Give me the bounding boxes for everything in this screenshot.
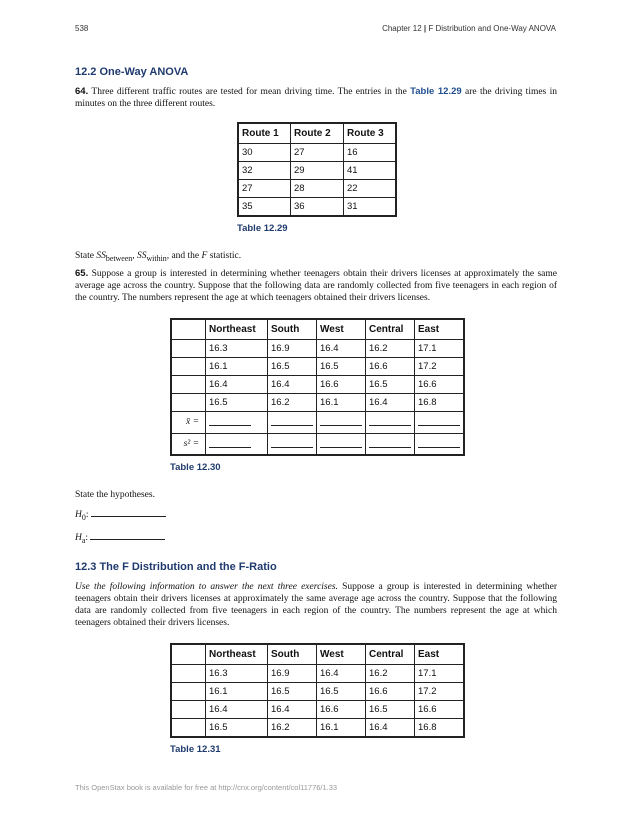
page-footer: This OpenStax book is available for free at http://cnx.org/content/col11776/1.33 [75, 783, 338, 792]
table-cell: 16.4 [317, 339, 366, 357]
exercise-64 [75, 86, 557, 110]
table-cell: 16.6 [415, 375, 465, 393]
blank-cell [206, 411, 268, 433]
corner-cell [171, 319, 206, 340]
table-cell: 16.1 [206, 357, 268, 375]
table-cell: 16.4 [366, 393, 415, 411]
table-row [171, 393, 464, 411]
col-header: Central [366, 319, 415, 340]
table-row [171, 339, 464, 357]
table-cell: 16.1 [317, 393, 366, 411]
table-caption: Table 12.29 [237, 223, 288, 234]
table-cell: 17.1 [415, 339, 465, 357]
table-cell: 30 [238, 144, 291, 162]
table-link[interactable]: Table 12.29 [410, 86, 462, 97]
table-caption: Table 12.30 [170, 462, 221, 474]
col-header: East [415, 644, 465, 665]
h-symbol: H [75, 533, 82, 544]
subscript: between [105, 253, 133, 263]
table-cell: 16.1 [317, 719, 366, 738]
table-cell: 16 [344, 144, 397, 162]
table-cell: 16.4 [268, 375, 317, 393]
table-cell: 16.5 [206, 393, 268, 411]
table-row [238, 180, 396, 198]
text: State [75, 251, 94, 261]
blank-cell [206, 433, 268, 455]
col-header: West [317, 319, 366, 340]
answer-blank [418, 415, 460, 426]
table-cell: 27 [291, 144, 344, 162]
ss-symbol: SS [136, 251, 147, 261]
table-cell: 16.6 [317, 701, 366, 719]
table-row [238, 162, 396, 180]
blank-cell [366, 411, 415, 433]
f-symbol: F [201, 251, 208, 261]
table-cell: 36 [291, 198, 344, 217]
col-header: South [268, 644, 317, 665]
table-cell: 16.2 [366, 665, 415, 683]
subscript: within [146, 253, 167, 263]
table-cell: 16.2 [268, 719, 317, 738]
variance-label: s² = [171, 433, 206, 455]
hypotheses-prompt: State the hypotheses. [75, 490, 155, 501]
blank-cell [268, 433, 317, 455]
table-row [238, 144, 396, 162]
exercise-text: Three different traffic routes are tested for mean driving time. The entries in the [91, 87, 407, 97]
table-cell: 17.2 [415, 683, 465, 701]
table-cell: 16.6 [366, 683, 415, 701]
table-cell: 27 [238, 180, 291, 198]
intro-text: Suppose a group is interested in determining whether teenagers obtain their drivers licenses at approximately the same average age across the country. Suppose that the following data are randomly collected from five teenagers in each region of the country. The numbers represent the age at which teenagers obtained their drivers licenses. [75, 582, 557, 629]
intro-italic: Use the following information to answer the next three exercises. [75, 582, 338, 593]
answer-blank [91, 507, 166, 517]
table-cell: 16.2 [366, 339, 415, 357]
table-12-30-wrap [170, 318, 557, 474]
exercise-65 [75, 268, 557, 304]
row-label-cell [171, 393, 206, 411]
table-cell: 16.4 [206, 701, 268, 719]
blank-cell [317, 433, 366, 455]
row-label-cell [171, 701, 206, 719]
section-title-12-2: 12.2 One-Way ANOVA [75, 66, 189, 78]
row-label-cell [171, 683, 206, 701]
table-cell: 16.4 [206, 375, 268, 393]
table-12-29-wrap [237, 122, 557, 234]
table-12-29 [237, 122, 397, 217]
table-12-30 [170, 318, 465, 457]
table-row [171, 375, 464, 393]
table-cell: 16.9 [268, 665, 317, 683]
chapter-label: Chapter 12 [382, 24, 422, 33]
exercise-number: 64. [75, 86, 89, 97]
table-cell: 41 [344, 162, 397, 180]
table-row [171, 665, 464, 683]
col-header: Route 3 [344, 123, 397, 144]
subscript: 0 [81, 513, 86, 523]
table-cell: 29 [291, 162, 344, 180]
h-symbol: H [75, 510, 82, 521]
col-header: West [317, 644, 366, 665]
table-header-row [171, 319, 464, 340]
text: statistic. [209, 251, 242, 261]
running-header: Chapter 12 | F Distribution and One-Way ANOVA [382, 24, 556, 33]
exercise-number: 65. [75, 267, 89, 279]
table-cell: 16.1 [206, 683, 268, 701]
table-cell: 35 [238, 198, 291, 217]
corner-cell [171, 644, 206, 665]
chapter-title: F Distribution and One-Way ANOVA [428, 24, 556, 33]
row-label-cell [171, 357, 206, 375]
table-cell: 16.5 [268, 683, 317, 701]
state-ss-text: State $SS_{between}$, $SS_{within}$, and the F statistic. [75, 251, 242, 263]
ha-line: $H_a$: [75, 530, 557, 547]
blank-cell [415, 433, 465, 455]
table-12-31-wrap [170, 643, 557, 755]
blank-cell [415, 411, 465, 433]
answer-blank [320, 437, 362, 448]
table-cell: 16.5 [206, 719, 268, 738]
answer-blank [271, 415, 313, 426]
table-12-31 [170, 643, 465, 738]
table-cell: 32 [238, 162, 291, 180]
table-cell: 16.5 [317, 357, 366, 375]
exercise-text: Suppose a group is interested in determining whether teenagers obtain their drivers licenses at approximately the same average age across the country. Suppose that the following data are randomly collected from five teenagers in each region of the country. The numbers represent the age at which teenagers obtained their drivers licenses. [75, 268, 558, 303]
table-cell: 16.8 [415, 719, 465, 738]
table-row [171, 701, 464, 719]
table-cell: 16.5 [366, 701, 415, 719]
table-cell: 17.1 [415, 665, 465, 683]
table-row [238, 198, 396, 217]
table-cell: 16.9 [268, 339, 317, 357]
answer-blank [209, 415, 251, 426]
col-header: South [268, 319, 317, 340]
table-cell: 16.8 [415, 393, 465, 411]
table-cell: 22 [344, 180, 397, 198]
table-cell: 16.6 [366, 357, 415, 375]
col-header: Northeast [206, 644, 268, 665]
answer-blank [320, 415, 362, 426]
table-cell: 17.2 [415, 357, 465, 375]
col-header: Route 1 [238, 123, 291, 144]
variance-row [171, 433, 464, 455]
answer-blank [369, 437, 411, 448]
row-label-cell [171, 719, 206, 738]
table-cell: 16.5 [317, 683, 366, 701]
table-row [171, 719, 464, 738]
exercise-text: are the driving times in minutes on the three different routes. [75, 87, 557, 109]
table-cell: 16.6 [317, 375, 366, 393]
answer-blank [418, 437, 460, 448]
table-cell: 16.2 [268, 393, 317, 411]
answer-blank [90, 530, 165, 540]
table-cell: 16.4 [317, 665, 366, 683]
table-cell: 16.4 [366, 719, 415, 738]
row-label-cell [171, 339, 206, 357]
col-header: Route 2 [291, 123, 344, 144]
answer-blank [369, 415, 411, 426]
col-header: Central [366, 644, 415, 665]
page-content [75, 66, 557, 755]
table-cell: 28 [291, 180, 344, 198]
blank-cell [366, 433, 415, 455]
table-cell: 16.5 [366, 375, 415, 393]
text: and the [171, 251, 200, 261]
mean-label: x̄ = [171, 411, 206, 433]
ss-symbol: SS [96, 251, 106, 261]
table-cell: 31 [344, 198, 397, 217]
h0-line: $H_0$: [75, 507, 557, 524]
row-label-cell [171, 375, 206, 393]
table-header-row [171, 644, 464, 665]
subscript: a [81, 536, 86, 546]
table-row [171, 357, 464, 375]
table-caption: Table 12.31 [170, 744, 221, 756]
table-cell: 16.4 [268, 701, 317, 719]
page-number: 538 [75, 24, 89, 33]
table-cell: 16.3 [206, 665, 268, 683]
section-12-3-intro [75, 581, 557, 629]
mean-row [171, 411, 464, 433]
col-header: East [415, 319, 465, 340]
row-label-cell [171, 665, 206, 683]
answer-blank [209, 437, 251, 448]
table-row [171, 683, 464, 701]
table-cell: 16.5 [268, 357, 317, 375]
blank-cell [317, 411, 366, 433]
table-header-row [238, 123, 396, 144]
section-title-12-3: 12.3 The F Distribution and the F-Ratio [75, 561, 277, 574]
blank-cell [268, 411, 317, 433]
table-cell: 16.3 [206, 339, 268, 357]
answer-blank [271, 437, 313, 448]
table-cell: 16.6 [415, 701, 465, 719]
col-header: Northeast [206, 319, 268, 340]
